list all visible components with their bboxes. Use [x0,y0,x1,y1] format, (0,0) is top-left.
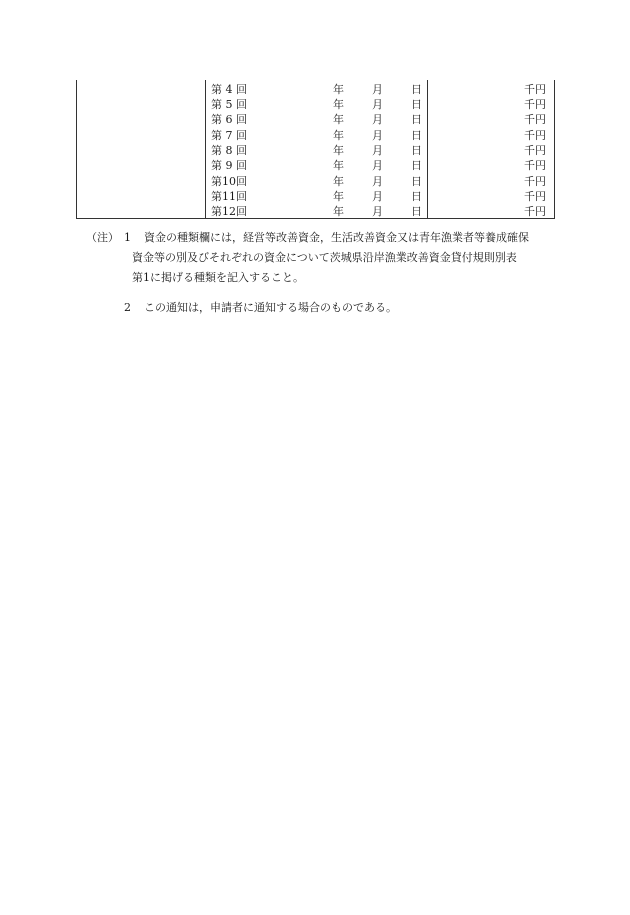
table-row [77,189,554,204]
amount-unit: 千円 [524,98,546,111]
day-label: 日 [411,113,422,126]
amount-unit: 千円 [524,205,546,218]
year-label: 年 [333,175,344,188]
amount-unit: 千円 [524,190,546,203]
month-label: 月 [372,144,383,157]
year-label: 年 [333,205,344,218]
round-label: 第 7 回 [211,129,247,142]
round-label: 第12回 [211,205,247,218]
note-1-number: 1 [124,231,131,244]
note-1-line-2: 資金等の別及びそれぞれの資金について茨城県沿岸漁業改善資金貸付規則別表 [132,251,517,264]
round-label: 第11回 [211,190,247,203]
round-label: 第 8 回 [211,144,247,157]
round-label: 第 5 回 [211,98,247,111]
year-label: 年 [333,83,344,96]
month-label: 月 [372,98,383,111]
month-label: 月 [372,113,383,126]
day-label: 日 [411,129,422,142]
note-2-number: 2 [124,301,131,314]
amount-unit: 千円 [524,83,546,96]
table-row [77,204,554,219]
year-label: 年 [333,98,344,111]
repayment-schedule-table [76,80,555,219]
day-label: 日 [411,190,422,203]
table-row [77,112,554,127]
notes-label: （注） [86,231,119,244]
table-row [77,174,554,189]
note-1-line-1: 資金の種類欄には，経営等改善資金，生活改善資金又は青年漁業者等養成確保 [144,231,529,244]
round-label: 第 6 回 [211,113,247,126]
year-label: 年 [333,190,344,203]
table-row [77,158,554,173]
year-label: 年 [333,129,344,142]
year-label: 年 [333,144,344,157]
day-label: 日 [411,83,422,96]
day-label: 日 [411,98,422,111]
note-1-line-3: 第1に掲げる種類を記入すること。 [132,271,304,284]
table-row [77,143,554,158]
year-label: 年 [333,159,344,172]
day-label: 日 [411,205,422,218]
amount-unit: 千円 [524,144,546,157]
round-label: 第 4 回 [211,83,247,96]
table-row [77,128,554,143]
month-label: 月 [372,190,383,203]
month-label: 月 [372,175,383,188]
day-label: 日 [411,159,422,172]
note-2-text: この通知は，申請者に通知する場合のものである。 [144,301,397,314]
round-label: 第10回 [211,175,247,188]
round-label: 第 9 回 [211,159,247,172]
month-label: 月 [372,129,383,142]
month-label: 月 [372,159,383,172]
amount-unit: 千円 [524,175,546,188]
month-label: 月 [372,83,383,96]
year-label: 年 [333,113,344,126]
day-label: 日 [411,144,422,157]
month-label: 月 [372,205,383,218]
amount-unit: 千円 [524,159,546,172]
table-row [77,82,554,97]
amount-unit: 千円 [524,113,546,126]
table-row [77,97,554,112]
day-label: 日 [411,175,422,188]
amount-unit: 千円 [524,129,546,142]
